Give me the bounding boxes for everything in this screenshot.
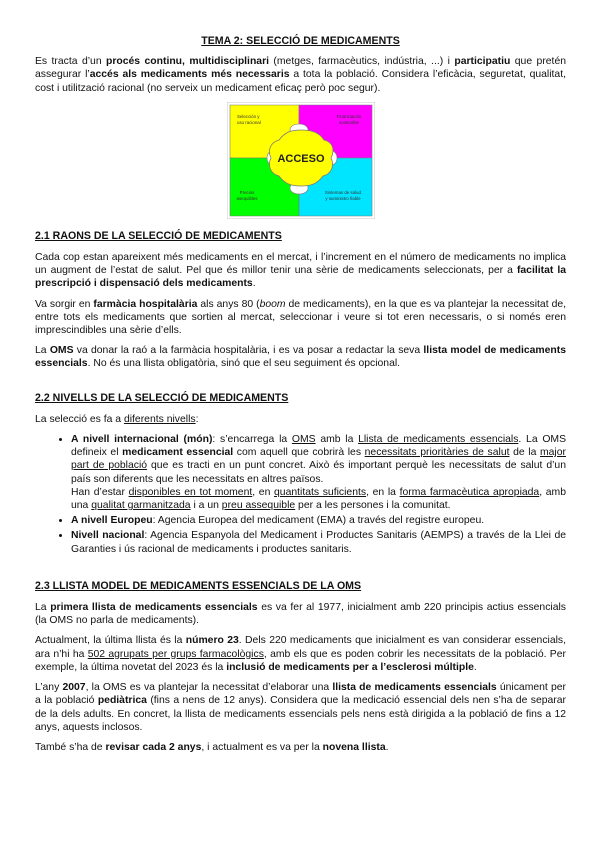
- text-run: amb la: [315, 434, 359, 446]
- puzzle-br-label-2: y suministro fiable: [324, 195, 361, 201]
- underlined-run: necessitats prioritàries de salut: [364, 447, 510, 459]
- puzzle-tr-label-1: Financiación: [336, 113, 361, 119]
- s21-paragraph-1: [35, 251, 566, 291]
- text-run: La: [35, 345, 50, 357]
- text-run: per a les persones i la comunitat.: [295, 500, 451, 512]
- bold-run: A nivell Europeu: [71, 515, 153, 527]
- text-run: , en la: [366, 486, 400, 498]
- bold-run: participatiu: [454, 56, 511, 68]
- text-run: La: [35, 602, 51, 614]
- text-run: que es tracti en un punt concret. Això és important perquè les necessitats de salut d’un país son diferents que les necessitats en altres països.: [71, 460, 566, 485]
- section-heading-2-2: 2.2 NIVELLS DE LA SELECCIÓ DE MEDICAMENTS: [35, 391, 289, 404]
- section-heading-2-3: 2.3 LLISTA MODEL DE MEDICAMENTS ESSENCIALS DE LA OMS: [35, 579, 362, 592]
- spacer: [35, 566, 566, 580]
- text-run: . Dels 220 medicaments que inicialment es van considerar essencials, ara n’hi ha: [35, 635, 566, 660]
- bold-run: llista de medicaments essencials: [332, 682, 497, 694]
- text-run: Es tracta d’un: [35, 56, 107, 68]
- list-item-international: [71, 433, 566, 512]
- bold-run: procés continu, multidisciplinari: [106, 56, 270, 68]
- text-run: que pretén assegurar l’: [35, 56, 566, 81]
- bold-run: 2007: [62, 682, 86, 694]
- puzzle-center-label: ACCESO: [276, 152, 325, 165]
- text-run: , en: [252, 486, 275, 498]
- underlined-run: OMS: [291, 434, 316, 446]
- text-run: Actualment, la última llista és la: [35, 635, 186, 647]
- list-item-continuation: [71, 486, 566, 512]
- underlined-run: 502 agrupats per grups farmacològics: [87, 648, 264, 660]
- text-run: i a un: [190, 500, 222, 512]
- puzzle-br-label-1: Sistemas de salud: [324, 189, 361, 195]
- text-run: . La OMS defineix el: [71, 434, 567, 459]
- text-run: : Agencia Espanyola del Medicament i Productes Sanitaris (AEMPS) a través de la Llei de Garanties i ús racional de medicaments i productes sanitaris.: [71, 530, 566, 555]
- text-run: .: [252, 278, 256, 290]
- access-puzzle-figure: [227, 102, 375, 219]
- text-run: També s’ha de: [35, 741, 106, 753]
- text-run: es va fer al 1977, inicialment amb 220 principis actius essencials (la OMS no parla de medicaments).: [35, 602, 566, 627]
- bold-run: pediàtrica: [97, 695, 147, 707]
- text-run: .: [473, 661, 477, 673]
- bold-run: farmàcia hospitalària: [93, 298, 198, 310]
- underlined-run: qualitat garmanitzada: [91, 500, 191, 512]
- text-run: , la OMS es va plantejar la necessitat d’elaborar una: [85, 682, 333, 694]
- underlined-run: major part de població: [71, 447, 566, 472]
- text-run: als anys 80 (: [197, 298, 260, 310]
- document-title: TEMA 2: SELECCIÓ DE MEDICAMENTS: [201, 35, 400, 47]
- text-run: de medicaments), en la que es va plantejar la necessitat de, entre tots els medicaments que sortien al mercat, seleccionar i veure si tot eren necessaris, o si només eren imprescindibles una sèrie d’ells.: [35, 298, 567, 337]
- list-item-national: [71, 529, 566, 555]
- underlined-run: quantitats suficients: [274, 486, 367, 498]
- bold-run: revisar cada 2 anys: [105, 741, 202, 753]
- text-run: com aquell que cobrirà les: [233, 447, 365, 459]
- bold-run: inclusió de medicaments per a l’esclerosi múltiple: [226, 661, 474, 673]
- levels-list: [35, 433, 566, 556]
- text-run: de la: [509, 447, 540, 459]
- underlined-run: diferents nivells: [123, 413, 196, 425]
- s23-paragraph-3: [35, 681, 566, 734]
- underlined-run: preu assequible: [221, 500, 296, 512]
- bold-run: OMS: [49, 345, 74, 357]
- s23-paragraph-4: [35, 741, 566, 754]
- s21-paragraph-2: [35, 298, 566, 338]
- bold-run: número 23: [185, 635, 239, 647]
- puzzle-tl-label-1: Selección y: [236, 113, 259, 119]
- text-run: , amb una: [71, 486, 566, 512]
- puzzle-tl-label-2: uso racional: [236, 119, 261, 125]
- text-run: : s’encarrega la: [212, 434, 292, 446]
- text-run: Va sorgir en: [35, 298, 94, 310]
- bold-run: llista model de medicaments essencials: [35, 345, 567, 370]
- text-run: La selecció es fa a: [35, 413, 124, 425]
- bold-run: Nivell nacional: [71, 530, 145, 542]
- italic-run: boom: [259, 298, 286, 310]
- underlined-run: Llista de medicaments essencials: [358, 434, 519, 446]
- puzzle-bl-label-2: asequibles: [236, 195, 257, 201]
- s23-paragraph-1: [35, 601, 566, 627]
- text-run: : Agencia Europea del medicament (EMA) a través del registre europeu.: [152, 515, 485, 527]
- text-run: únicament per a la població: [35, 682, 567, 707]
- bold-run: primera llista de medicaments essencials: [50, 602, 258, 614]
- text-run: , i actualment es va per la: [201, 741, 323, 753]
- section-heading-2-1: 2.1 RAONS DE LA SELECCIÓ DE MEDICAMENTS: [35, 229, 282, 242]
- bold-run: facilitat la prescripció i dispensació dels medicaments: [35, 265, 567, 290]
- s21-paragraph-3: [35, 344, 566, 370]
- document-page: [35, 35, 566, 761]
- puzzle-tr-label-2: sostenible: [338, 119, 359, 125]
- bold-run: A nivell internacional (món): [71, 434, 213, 446]
- text-run: a tota la població. Considera l’eficàcia, seguretat, qualitat, cost i utilització racional (no serveix un medicament eficaç però poc segur).: [35, 69, 566, 94]
- bold-run: accés als medicaments més necessaris: [89, 69, 290, 81]
- text-run: :: [195, 413, 199, 425]
- text-run: L’any: [35, 682, 63, 694]
- underlined-run: forma farmacèutica apropiada: [399, 486, 540, 498]
- s23-paragraph-2: [35, 634, 566, 674]
- spacer: [35, 378, 566, 392]
- text-run: , amb els que es poden cobrir les necessitats de la població. Per exemple, la última novetat del 2023 és la: [35, 648, 566, 673]
- text-run: (metges, farmacèutics, indústria, ...) i: [269, 56, 455, 68]
- text-run: va donar la raó a la farmàcia hospitalària, i es va posar a redactar la seva: [73, 345, 424, 357]
- bold-run: medicament essencial: [122, 447, 234, 459]
- figure-container: [35, 102, 566, 219]
- text-run: . No és una llista obligatòria, sinó que el seu seguiment és opcional.: [87, 358, 401, 370]
- list-item-european: [71, 514, 566, 527]
- intro-paragraph: [35, 55, 566, 95]
- bold-run: novena llista: [322, 741, 386, 753]
- text-run: (fins a nens de 12 anys). Considera que la medicació essencial dels nen s’ha de separar de la dels adults. En concret, la llista de medicaments essencials pels nens està dirigida a la població de fins a 12 anys, aquests inclosos.: [35, 695, 566, 733]
- text-run: .: [385, 741, 389, 753]
- s22-lead: [35, 413, 566, 426]
- text-run: Cada cop estan apareixent més medicaments en el mercat, i l’increment en el número de medicaments no implica un augment de l’estat de salut. Pel que és millor tenir una sèrie de medicaments seleccionats, per a: [35, 252, 566, 277]
- text-run: Han d’estar: [71, 486, 129, 498]
- underlined-run: disponibles en tot moment: [128, 486, 253, 498]
- puzzle-bl-label-1: Precios: [239, 189, 254, 195]
